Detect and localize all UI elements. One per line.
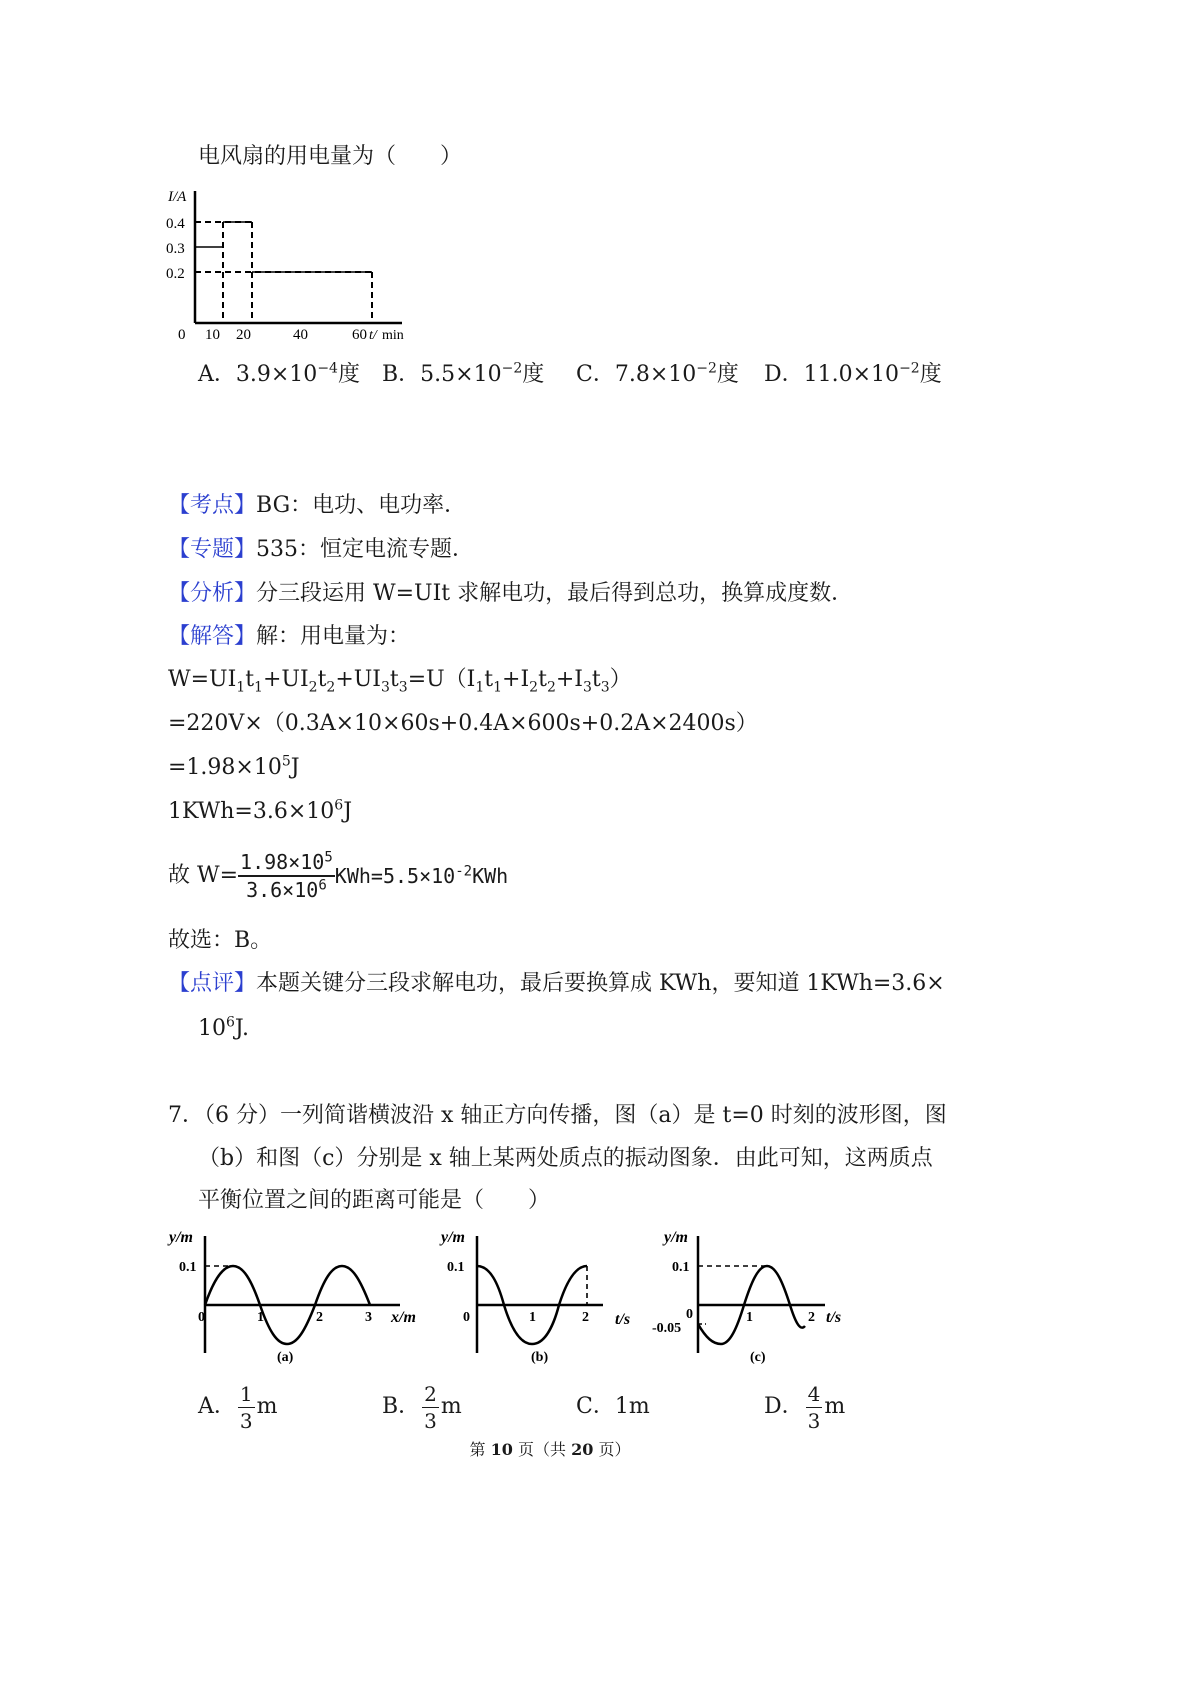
graph-a-y-label: y/m <box>169 1229 193 1246</box>
question-7-line-3: 平衡位置之间的距离可能是（ ） <box>198 1188 551 1213</box>
dianping-continuation: $10^6J$. <box>198 1014 250 1041</box>
graph-b-y-tick: 0.1 <box>447 1260 465 1275</box>
y-axis-label: I/A <box>168 189 187 205</box>
graph-c-x-tick-0: 0 <box>686 1307 693 1322</box>
graph-c-caption: (c) <box>750 1350 766 1365</box>
question-7-line-2: （b）和图（c）分别是 x 轴上某两处质点的振动图象．由此可知，这两质点 <box>198 1146 933 1171</box>
kaodian-line: 【考点】BG：电功、电功率． <box>168 493 467 518</box>
current-time-graph <box>160 185 420 345</box>
q6-option-a[interactable]: A．$3.9\times 10^{-4}$度 <box>198 360 360 387</box>
y-tick-0.4: 0.4 <box>166 216 185 232</box>
x-tick-10: 10 <box>205 327 220 343</box>
total-pages: 20 <box>571 1440 594 1459</box>
graph-a-waveform <box>165 1228 435 1373</box>
x-tick-60: 60 <box>352 327 367 343</box>
question-7-line-1: 7．（6 分）一列简谐横波沿 x 轴正方向传播，图（a）是 t=0 时刻的波形图，图 <box>168 1103 947 1128</box>
graph-a-y-tick: 0.1 <box>179 1260 197 1275</box>
graph-a-x-tick-1: 1 <box>257 1310 264 1325</box>
q6-option-d[interactable]: D．$11.0\times 10^{-2}$度 <box>764 360 942 387</box>
kwh-conversion-line: $1KWh=3.6\times 10^6J$ <box>168 797 353 824</box>
jieda-tag: 【解答】 <box>168 624 257 649</box>
x-axis-label-t: t/ <box>369 328 377 343</box>
graph-c-x-tick-1: 1 <box>746 1310 753 1325</box>
graph-a-x-tick-3: 3 <box>365 1310 372 1325</box>
y-tick-0.2: 0.2 <box>166 266 185 282</box>
x-tick-40: 40 <box>293 327 308 343</box>
work-fraction: $\frac{1.98\times 10^5}{3.6\times 10^6}$ <box>240 849 333 902</box>
q7-option-c[interactable]: C． 1m <box>576 1394 650 1419</box>
x-tick-20: 20 <box>236 327 251 343</box>
result-joules-line: $=1.98\times 10^5J$ <box>168 753 300 780</box>
graph-c-y-tick-0.1: 0.1 <box>672 1260 690 1275</box>
q7-option-b[interactable]: B． $\frac{2}{3}$ m <box>382 1381 462 1433</box>
zhuanti-tag: 【专题】 <box>168 537 257 562</box>
substitution-line: =220V×（0.3A×10×60s+0.4A×600s+0.2A×2400s） <box>168 711 758 736</box>
fraction-line: 故 W= $\frac{1.98\times 10^5}{3.6\times 10^6}$ $KWh=5.5\times 10^{-2}KWh$ <box>168 849 509 902</box>
q7-option-d[interactable]: D． $\frac{4}{3}$ m <box>764 1381 846 1433</box>
fenxi-line: 【分析】分三段运用 W=UIt 求解电功，最后得到总功，换算成度数． <box>168 581 854 606</box>
q7-option-a-fraction: $\frac{1}{3}$ <box>239 1381 253 1433</box>
graph-b-x-tick-2: 2 <box>582 1310 589 1325</box>
q6-option-b[interactable]: B．$5.5\times 10^{-2}$度 <box>382 360 545 387</box>
x-tick-0: 0 <box>178 327 186 343</box>
graph-c-vibration <box>650 1228 860 1373</box>
graph-c-y-tick-neg: -0.05 <box>652 1321 682 1336</box>
graph-a-x-tick-2: 2 <box>316 1310 323 1325</box>
graph-a-x-label: x/m <box>391 1309 416 1326</box>
dianping-tag: 【点评】 <box>168 971 257 996</box>
graph-c-x-tick-2: 2 <box>808 1310 815 1325</box>
x-axis-unit: min <box>382 328 404 343</box>
page-number: 10 <box>490 1440 513 1459</box>
answer-choice: 故选：B。 <box>168 928 273 953</box>
q7-option-a[interactable]: A． $\frac{1}{3}$ m <box>198 1381 278 1433</box>
zhuanti-line: 【专题】535：恒定电流专题． <box>168 537 475 562</box>
y-tick-0.3: 0.3 <box>166 241 185 257</box>
graph-c-y-label: y/m <box>664 1229 688 1246</box>
jieda-line: 【解答】解：用电量为： <box>168 624 411 649</box>
work-formula-line: $W=UI_1t_1+UI_2t_2+UI_3t_3=U(I_1t_1+I_2t_2+I_3t_3)$ <box>168 667 632 696</box>
dianping-line: 【点评】本题关键分三段求解电功，最后要换算成 KWh，要知道 1KWh=3.6× <box>168 971 945 996</box>
q7-option-d-fraction: $\frac{4}{3}$ <box>807 1381 821 1433</box>
graph-a-x-tick-0: 0 <box>198 1310 205 1325</box>
graph-a-caption: (a) <box>277 1350 294 1365</box>
graph-b-x-label: t/s <box>615 1311 631 1328</box>
graph-b-vibration <box>435 1228 640 1373</box>
q7-option-b-fraction: $\frac{2}{3}$ <box>424 1381 437 1433</box>
graph-b-x-tick-1: 1 <box>529 1310 536 1325</box>
question-6-stem: 电风扇的用电量为（ ） <box>198 144 463 169</box>
page-footer: 第 10 页（共 20 页） <box>469 1440 631 1459</box>
graph-b-x-tick-0: 0 <box>463 1310 470 1325</box>
graph-b-caption: (b) <box>531 1350 549 1365</box>
kaodian-tag: 【考点】 <box>168 493 257 518</box>
graph-b-y-label: y/m <box>441 1229 465 1246</box>
fenxi-tag: 【分析】 <box>168 581 257 606</box>
graph-c-x-label: t/s <box>826 1309 842 1326</box>
q6-option-c[interactable]: C．$7.8\times 10^{-2}$度 <box>576 360 739 387</box>
